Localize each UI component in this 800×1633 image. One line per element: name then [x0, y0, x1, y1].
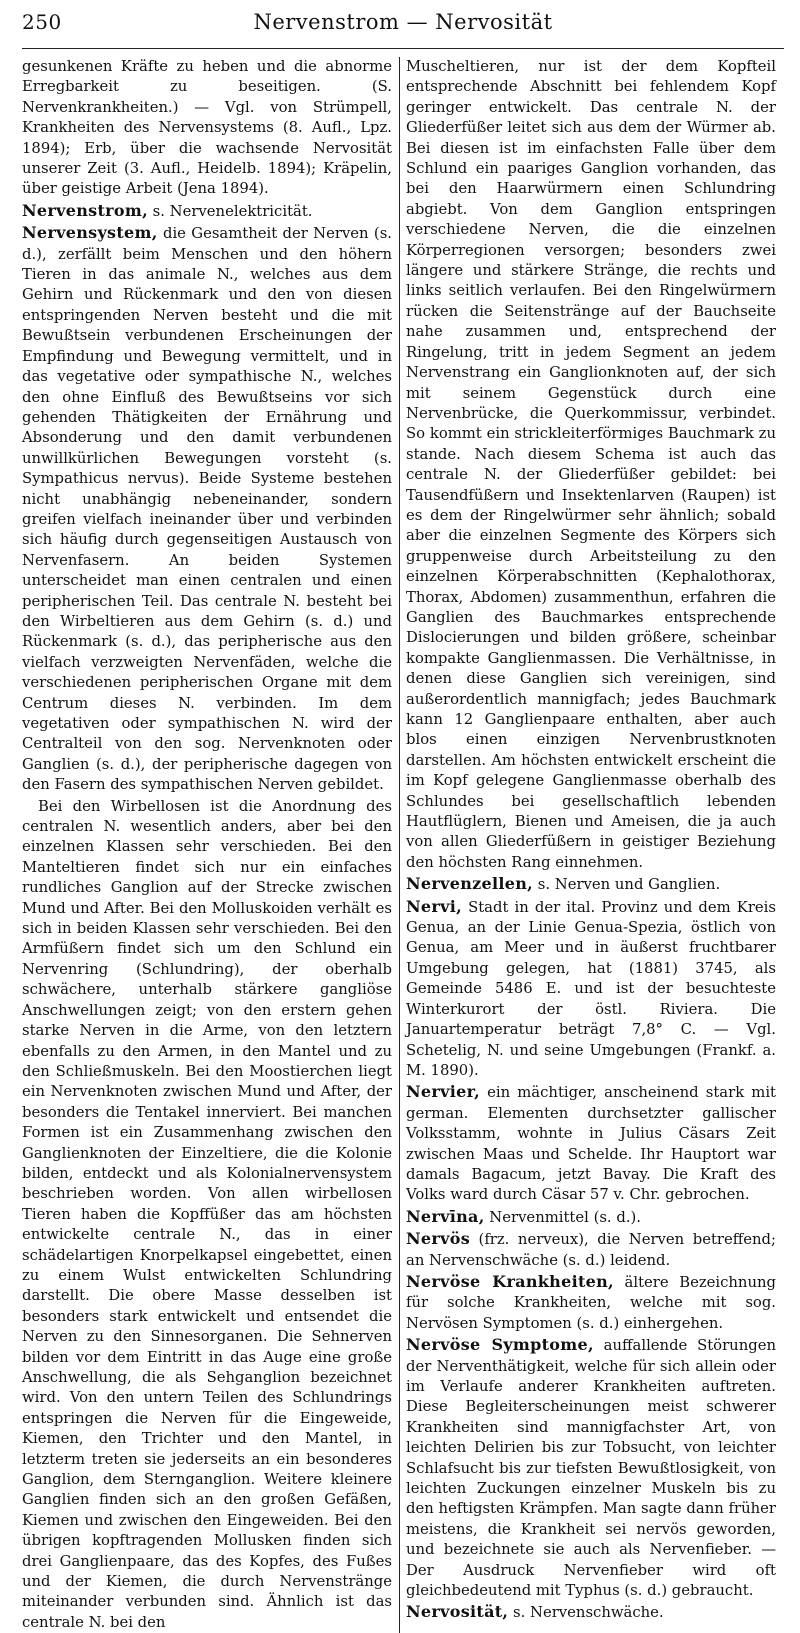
entry-headword: Nervier, — [406, 1082, 481, 1102]
entry-text: Stadt in der ital. Provinz und dem Kreis Genua, an der Linie Genua-Spezia, östlich von Genua, am Meer und in äußerst fruchtbarer Umgebung gelegen, hat (1881) 3745, als Gemeinde 5486 E. und ist der besuchteste Winterkurort der östl. Riviera. Die Januartemperatur beträgt 7,8° C. — Vgl. Schetelig, N. und seine Umgebungen (Frankf. a. M. 1890). — [406, 898, 776, 1079]
entry-text: s. Nervenschwäche. — [508, 1604, 664, 1622]
entry-text: Bei den Wirbellosen ist die Anordnung des centralen N. wesentlich anders, aber bei den einzelnen Klassen sehr verschieden. Bei den Manteltieren findet sich nur ein einfaches rundliches Ganglion auf der Strecke zwischen Mund und After. Bei den Molluskoiden verhält es sich in beiden Klassen sehr verschieden. Bei den Armfüßern findet sich um den Schlund ein Nervenring (Schlundring), der oberhalb schwächere, unterhalb stärkere gangliöse Anschwellungen zeigt; von den erstern gehen starke Nerven in die Arme, von den letztern ebenfalls zu den Armen, in den Mantel und zu den Schließmuskeln. Bei den Moostierchen liegt ein Nervenknoten zwischen Mund und After, der besonders die Tentakel innerviert. Bei manchen Formen ist ein Zusammenhang zwischen den Ganglienknoten der Einzeltiere, die die Kolonie bilden, entdeckt und als Kolonialnervensystem beschrieben worden. Von allen wirbellosen Tieren haben die Kopffüßer das am höchsten entwickelte centrale N., das in einer schädelartigen Knorpelkapsel eingebettet, einen zu einem Wulst entwickelten Schlundring darstellt. Die obere Masse desselben ist besonders stark entwickelt und entsendet die Nerven zu den Sinnesorganen. Die Sehnerven bilden vor dem Eintritt in das Auge eine große Anschwellung, die als Sehganglion bezeichnet wird. Von den untern Teilen des Schlundrings entspringen die Nerven für die Eingeweide, Kiemen, den Trichter und den Mantel, in letzterm treten sie jederseits an ein besonderes Ganglion, dem Sternganglion. Weitere kleinere Ganglien finden sich an den großen Gefäßen, Kiemen und zwischen den Eingeweiden. Bei den übrigen kopftragenden Mollusken finden sich drei Ganglienpaare, das des Kopfes, des Fußes und der Kiemen, die durch Nervenstränge miteinander verbunden sind. Ähnlich ist das centrale N. bei den — [22, 797, 392, 1631]
column-divider — [399, 57, 400, 1633]
entry-headword: Nervīna, — [406, 1206, 485, 1226]
entry-continuation — [22, 57, 392, 200]
dictionary-entry — [406, 1229, 776, 1271]
entry-headword: Nervenzellen, — [406, 874, 534, 894]
entry-headword: Nervosität, — [406, 1602, 509, 1622]
dictionary-entry — [406, 897, 776, 1082]
page-number: 250 — [22, 10, 62, 34]
entry-text: auffallende Störungen der Nerventhätigkeit, welche für sich allein oder im Verlaufe anderer Krankheiten auftreten. Diese Begleiterscheinungen meist schwerer Krankheiten sind mannigfachster Art, von leichten Delirien bis zur Tobsucht, von leichter Schlafsucht bis zur tiefsten Bewußtlosigkeit, von leichten Zuckungen einzelner Muskeln bis zu den heftigsten Krämpfen. Man sagte dann früher meistens, die Krankheit sei nervös geworden, und bezeichnete sie auch als Nervenfieber. — Der Ausdruck Nervenfieber wird oft gleichbedeutend mit Typhus (s. d.) gebraucht. — [406, 1337, 776, 1600]
entry-headword: Nervenstrom, — [22, 200, 148, 220]
entry-headword: Nervöse Krankheiten, — [406, 1271, 614, 1291]
entry-text: (frz. nerveux), die Nerven betreffend; an Nervenschwäche (s. d.) leidend. — [406, 1231, 776, 1269]
dictionary-entry — [406, 1082, 776, 1205]
dictionary-entry — [406, 1207, 776, 1228]
dictionary-entry — [406, 1272, 776, 1334]
entry-text: s. Nerven und Ganglien. — [533, 876, 721, 894]
entry-text: die Gesamtheit der Nerven (s. d.), zerfällt beim Menschen und den höhern Tieren in das animale N., welches aus dem Gehirn und Rückenmark und den von diesen entspringenden Nerven besteht und die mit Bewußtsein verbundenen Erscheinungen der Empfindung und Bewegung vermittelt, und in das vegetative oder sympathische N., welches den ohne Einfluß des Bewußtseins vor sich gehenden Thätigkeiten der Ernährung und Absonderung und den damit verbundenen unwillkürlichen Bewegungen vorsteht (s. Sympathicus nervus). Beide Systeme bestehen nicht unabhängig nebeneinander, sondern greifen vielfach ineinander über und verbinden sich häufig durch gegenseitigen Austausch von Nervenfasern. An beiden Systemen unterscheidet man einen centralen und einen peripherischen Teil. Das centrale N. besteht bei den Wirbeltieren aus dem Gehirn (s. d.) und Rückenmark (s. d.), das peripherische aus den vielfach verzweigten Nervenfäden, welche die verschiedenen peripherischen Organe mit dem Centrum dieses N. verbinden. Im dem vegetativen oder sympathischen N. wird der Centralteil von den sog. Nervenknoten oder Ganglien (s. d.), der peripherische dagegen von den Fasern des sympathischen Nerven gebildet. — [22, 225, 392, 794]
entry-headword: Nervensystem, — [22, 223, 158, 243]
right-column — [406, 57, 776, 1633]
page-header — [22, 10, 784, 49]
entry-continuation — [22, 797, 392, 1633]
entry-headword: Nervöse Symptome, — [406, 1335, 594, 1355]
entry-text: Muscheltieren, nur ist der dem Kopfteil entsprechende Abschnitt bei fehlendem Kopf geringer entwickelt. Das centrale N. der Gliederfüßer leitet sich aus dem der Würmer ab. Bei diesen ist im einfachsten Falle über dem Schlund ein paariges Ganglion vorhanden, das bei den Haarwürmern einen Schlundring abgiebt. Von dem Ganglion entspringen verschiedene Nerven, die die einzelnen Körperregionen versorgen; besonders zwei längere und stärkere Stränge, die rechts und links seitlich verlaufen. Bei den Ringelwürmern rücken die Seitenstränge auf der Bauchseite nahe zusammen und, entsprechend der Ringelung, tritt in jedem Segment an jedem Nervenstrang ein Ganglionknoten auf, der sich mit seinem Gegenstück durch eine Nervenbrücke, die Querkommissur, verbindet. So kommt ein strickleiterförmiges Bauchmark zu stande. Nach diesem Schema ist auch das centrale N. der Gliederfüßer gebildet: bei Tausendfüßern und Insektenlarven (Raupen) ist es dem der Ringelwürmer sehr ähnlich; sobald aber die einzelnen Segmente des Körpers sich gruppenweise durch Arbeitsteilung zu den einzelnen Körperabschnitten (Kephalothorax, Thorax, Abdomen) zusammenthun, erfahren die Ganglien des Bauchmarkes entsprechende Dislocierungen und bilden größere, scheinbar kompakte Ganglienmassen. Die Verhältnisse, in denen diese Ganglien sich vereinigen, sind außerordentlich mannigfach; jedes Bauchmark kann 12 Ganglienpaare enthalten, aber auch blos einen einzigen Nervenbrustknoten darstellen. Am höchsten entwickelt erscheint die im Kopf gelegene Ganglienmasse oberhalb des Schlundes bei gesellschaftlich lebenden Hautflüglern, Bienen und Ameisen, die ja auch von allen Gliederfüßern in geistiger Beziehung den höchsten Rang einnehmen. — [406, 58, 776, 871]
running-title: Nervenstrom — Nervosität — [253, 10, 553, 34]
dictionary-entry — [22, 223, 392, 795]
entry-text: ältere Bezeichnung für solche Krankheiten, welche mit sog. Nervösen Symptomen (s. d.) einhergehen. — [406, 1273, 776, 1332]
entry-text: ein mächtiger, anscheinend stark mit german. Elementen durchsetzter gallischer Volksstamm, wohnte in Julius Cäsars Zeit zwischen Maas und Schelde. Ihr Hauptort war damals Bagacum, jetzt Bavay. Die Kraft des Volks ward durch Cäsar 57 v. Chr. gebrochen. — [406, 1084, 776, 1204]
entry-headword: Nervös — [406, 1229, 471, 1249]
entry-text: gesunkenen Kräfte zu heben und die abnorme Erregbarkeit zu beseitigen. (S. Nervenkrankheiten.) — Vgl. von Strümpell, Krankheiten des Nervensystems (8. Aufl., Lpz. 1894); Erb, über die wachsende Nervosität unserer Zeit (3. Aufl., Heidelb. 1894); Kräpelin, über geistige Arbeit (Jena 1894). — [22, 58, 392, 198]
text-columns — [22, 57, 784, 1633]
dictionary-entry — [22, 201, 392, 222]
entry-continuation — [406, 57, 776, 873]
entry-text: Nervenmittel (s. d.). — [484, 1208, 641, 1226]
dictionary-entry — [406, 1335, 776, 1601]
dictionary-entry — [406, 874, 776, 895]
left-column — [22, 57, 392, 1633]
entry-headword: Nervi, — [406, 896, 462, 916]
entry-text: s. Nervenelektricität. — [147, 202, 313, 220]
dictionary-entry — [406, 1602, 776, 1623]
